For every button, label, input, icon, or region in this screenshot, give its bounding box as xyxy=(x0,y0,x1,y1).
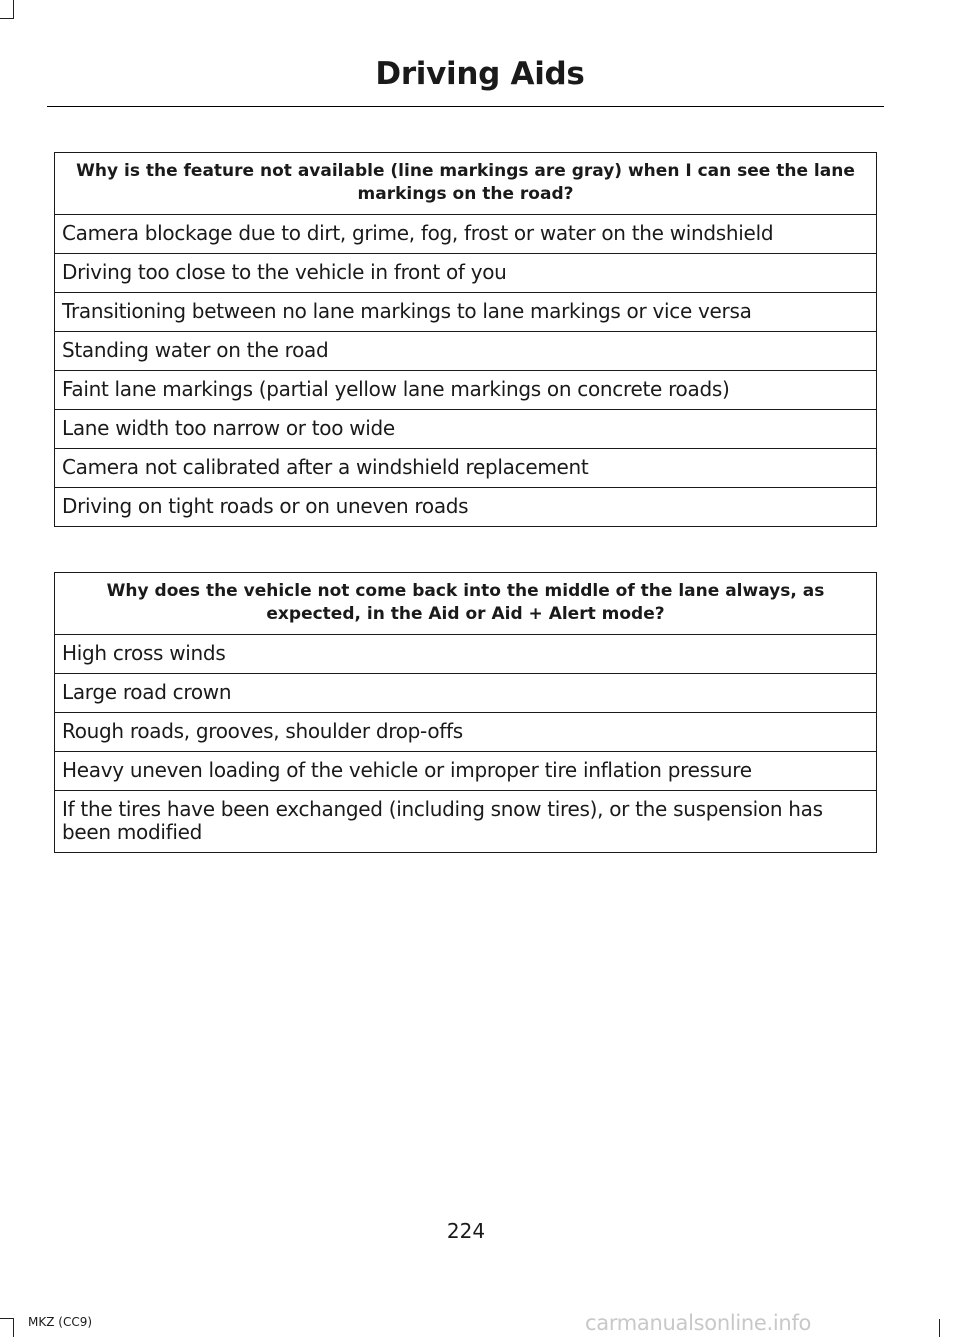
title-divider xyxy=(47,106,884,107)
watermark: carmanualsonline.info xyxy=(585,1311,812,1335)
faq-table-heading: Why does the vehicle not come back into the middle of the lane always, as expected, in the Aid or Aid + Alert mode? xyxy=(55,573,877,635)
faq-table-lane-centering xyxy=(54,572,877,853)
table-row: Camera blockage due to dirt, grime, fog, frost or water on the windshield xyxy=(55,215,877,254)
faq-table-feature-unavailable xyxy=(54,152,877,527)
table-row: Heavy uneven loading of the vehicle or improper tire inflation pressure xyxy=(55,752,877,791)
table-row: Transitioning between no lane markings to lane markings or vice versa xyxy=(55,293,877,332)
table-row: If the tires have been exchanged (including snow tires), or the suspension has been modified xyxy=(55,791,877,853)
footer-model-code: MKZ (CC9) xyxy=(28,1315,93,1329)
table-row: Standing water on the road xyxy=(55,332,877,371)
table-row: Faint lane markings (partial yellow lane markings on concrete roads) xyxy=(55,371,877,410)
table-row: Lane width too narrow or too wide xyxy=(55,410,877,449)
table-row: Camera not calibrated after a windshield replacement xyxy=(55,449,877,488)
crop-mark-bottom-left-vertical xyxy=(13,1319,14,1337)
faq-table-heading: Why is the feature not available (line markings are gray) when I can see the lane markings on the road? xyxy=(55,153,877,215)
table-row: Large road crown xyxy=(55,674,877,713)
page-title: Driving Aids xyxy=(375,56,585,92)
crop-mark-bottom-right-vertical xyxy=(939,1319,940,1337)
crop-mark-top-left-vertical xyxy=(13,0,14,18)
table-row: Driving too close to the vehicle in front of you xyxy=(55,254,877,293)
table-row: High cross winds xyxy=(55,635,877,674)
crop-mark-top-left-horizontal xyxy=(0,18,14,19)
table-row: Driving on tight roads or on uneven roads xyxy=(55,488,877,527)
page-number: 224 xyxy=(446,1219,486,1243)
table-row: Rough roads, grooves, shoulder drop-offs xyxy=(55,713,877,752)
crop-mark-bottom-left-horizontal xyxy=(0,1318,14,1319)
